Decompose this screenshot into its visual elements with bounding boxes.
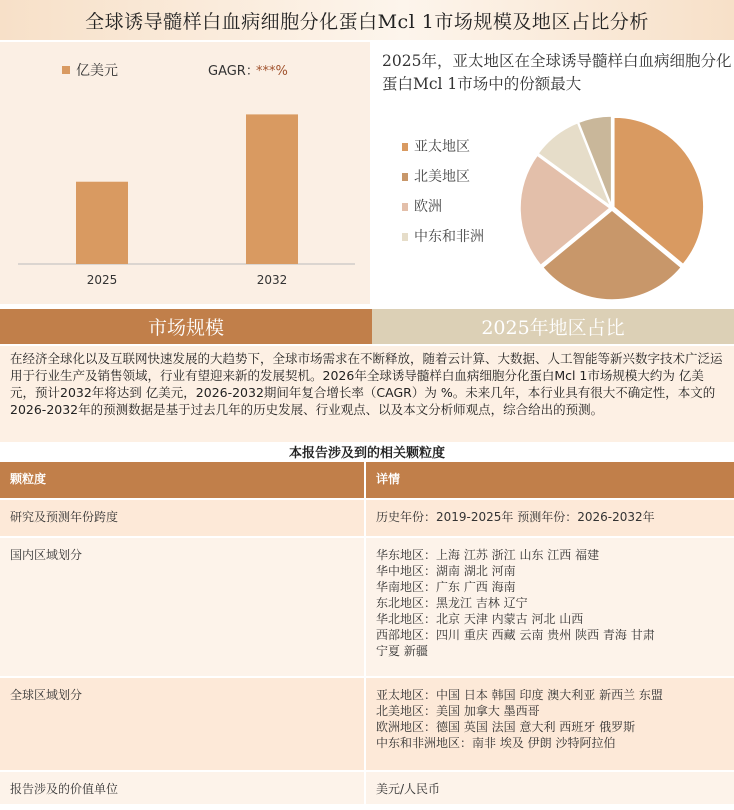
detail-line: 历史年份：2019-2025年 预测年份：2026-2032年 — [376, 510, 655, 524]
legend-swatch — [62, 66, 70, 74]
legend-swatch — [402, 203, 408, 211]
legend-item — [402, 168, 492, 186]
detail-line: 华北地区：北京 天津 内蒙古 河北 山西 — [376, 612, 584, 626]
pie-legend — [402, 138, 492, 258]
section-market-size: 市场规模 — [0, 309, 372, 344]
row-details — [366, 538, 734, 676]
table-row — [0, 678, 734, 772]
row-details — [366, 500, 734, 536]
detail-line: 华东地区：上海 江苏 浙江 山东 江西 福建 — [376, 548, 600, 562]
legend-label: 欧洲 — [414, 199, 442, 215]
pie-chart-panel — [372, 42, 734, 304]
bar-chart — [0, 42, 370, 304]
row-label: 国内区域划分 — [0, 538, 366, 676]
table-body — [0, 500, 734, 806]
table-row — [0, 538, 734, 678]
x-tick-label: 2032 — [256, 273, 288, 287]
legend-swatch — [402, 173, 408, 181]
table-caption: 本报告涉及到的相关颗粒度 — [288, 446, 445, 461]
legend-label: 北美地区 — [414, 169, 470, 185]
section-region-share: 2025年地区占比 — [372, 309, 734, 344]
cagr-value: ***% — [256, 64, 288, 79]
granularity-table — [0, 462, 734, 806]
cagr-label: GAGR： — [208, 64, 259, 79]
detail-line: 中东和非洲地区：南非 埃及 伊朗 沙特阿拉伯 — [376, 736, 616, 750]
bar-2025 — [76, 182, 128, 264]
detail-line: 美元/人民币 — [376, 782, 441, 796]
x-tick-label: 2025 — [86, 273, 118, 287]
row-label: 全球区域划分 — [0, 678, 366, 770]
detail-line: 北美地区：美国 加拿大 墨西哥 — [376, 704, 540, 718]
table-header-row — [0, 462, 734, 500]
pie-chart — [512, 108, 712, 308]
bar-2032 — [246, 114, 298, 264]
row-label: 研究及预测年份跨度 — [0, 500, 366, 536]
legend-item — [402, 138, 492, 156]
legend-label: 亿美元 — [76, 63, 118, 79]
legend-label: 亚太地区 — [414, 139, 470, 155]
table-header-details: 详情 — [376, 472, 401, 486]
table-row — [0, 500, 734, 538]
row-details — [366, 678, 734, 770]
legend-item — [402, 228, 492, 246]
legend-swatch — [402, 233, 408, 241]
detail-line: 华中地区：湖南 湖北 河南 — [376, 564, 516, 578]
legend-item — [402, 198, 492, 216]
row-details — [366, 772, 734, 804]
detail-line: 东北地区：黑龙江 吉林 辽宁 — [376, 596, 528, 610]
bar-chart-panel — [0, 42, 370, 304]
page-title: 全球诱导髓样白血病细胞分化蛋白Mcl 1市场规模及地区占比分析 — [0, 0, 734, 40]
table-header-granularity: 颗粒度 — [0, 462, 366, 498]
detail-line: 宁夏 新疆 — [376, 644, 428, 658]
legend-swatch — [402, 143, 408, 151]
detail-line: 西部地区：四川 重庆 西藏 云南 贵州 陕西 青海 甘肃 — [376, 628, 655, 642]
legend-label: 中东和非洲 — [414, 229, 484, 245]
pie-caption: 2025年，亚太地区在全球诱导髓样白血病细胞分化蛋白Mcl 1市场中的份额最大 — [382, 52, 732, 93]
table-row — [0, 772, 734, 806]
detail-line: 亚太地区：中国 日本 韩国 印度 澳大利亚 新西兰 东盟 — [376, 688, 663, 702]
row-label: 报告涉及的价值单位 — [0, 772, 366, 804]
detail-line: 华南地区：广东 广西 海南 — [376, 580, 516, 594]
intro-paragraph: 在经济全球化以及互联网快速发展的大趋势下，全球市场需求在不断释放，随着云计算、大数据、人工智能等新兴数字技术广泛运用于行业生产及销售领域，行业有望迎来新的发展契机。2026年全球诱导髓样白血病细胞分化蛋白Mcl 1市场规模大约为 亿美元，预计2032年将达到 亿美元，2026-2032期间年复合增长率（CAGR）为 %。未来几年，本行业具有很大不确定性，本文的2026-2032年的预测数据是基于过去几年的历史发展、行业观点、以及本文分析师观点，综合给出的预测。 — [0, 346, 734, 442]
detail-line: 欧洲地区：德国 英国 法国 意大利 西班牙 俄罗斯 — [376, 720, 636, 734]
